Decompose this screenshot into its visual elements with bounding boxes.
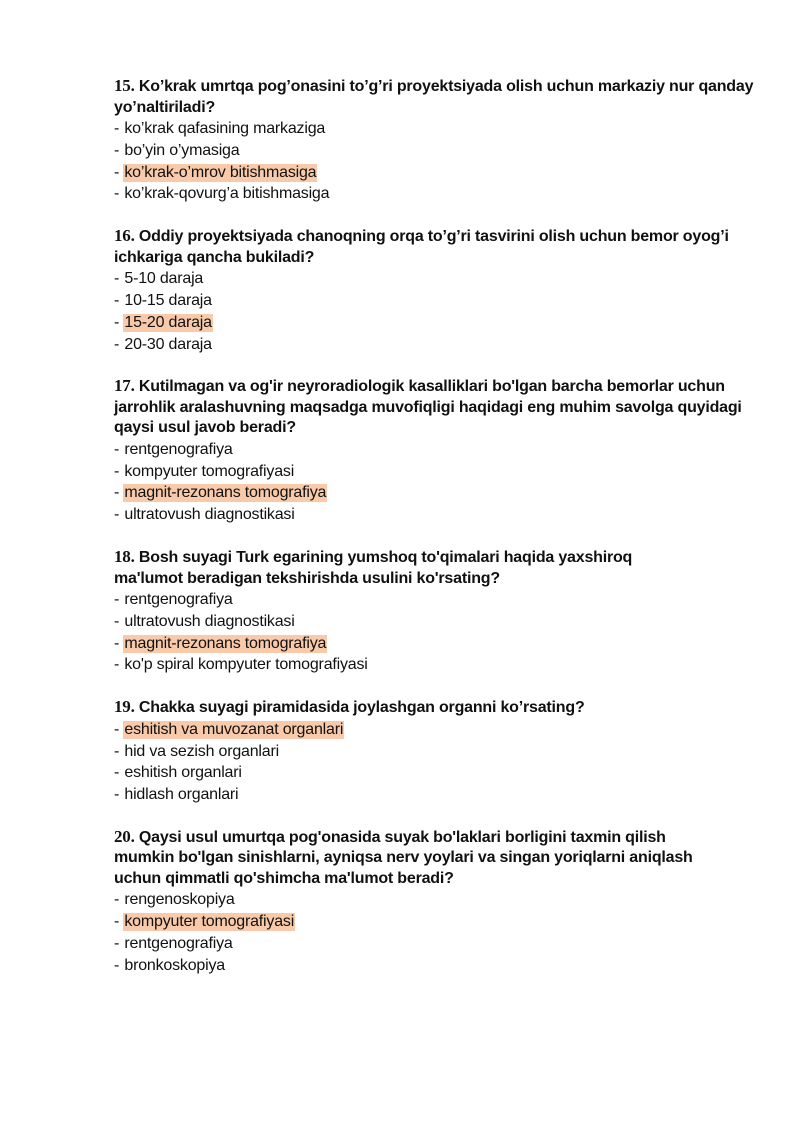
- answer-text: rentgenografiya: [124, 935, 233, 953]
- answer-text-highlighted: magnit-rezonans tomografiya: [124, 634, 327, 652]
- question-text: Bosh suyagi Turk egarining yumshoq to'qimalari haqida yaxshiroq ma'lumot beradigan tekshirishda usulini ko'rsating?: [114, 549, 633, 587]
- question-title: [114, 226, 754, 268]
- question-16: [114, 226, 754, 355]
- answer-option: - hidlash organlari: [114, 786, 239, 804]
- answer-text: ko'p spiral kompyuter tomografiyasi: [124, 656, 368, 674]
- question-number: 18.: [114, 547, 135, 567]
- answer-text: 5-10 daraja: [124, 270, 204, 288]
- answer-text: rengenoskopiya: [124, 891, 235, 909]
- answer-option: - 10-15 daraja: [114, 291, 212, 309]
- answer-text: eshitish organlari: [124, 764, 242, 782]
- question-title: [114, 697, 754, 719]
- question-text: Oddiy proyektsiyada chanoqning orqa to’g’ri tasvirini olish uchun bemor oyog’i ichkariga qancha bukiladi?: [114, 228, 729, 266]
- answer-option: - 5-10 daraja: [114, 270, 204, 288]
- answer-text: 10-15 daraja: [124, 291, 212, 309]
- question-17: [114, 376, 754, 526]
- answer-option: - hid va sezish organlari: [114, 742, 279, 760]
- question-title: [114, 547, 644, 589]
- answer-text: 20-30 daraja: [124, 335, 212, 353]
- answer-text-highlighted: magnit-rezonans tomografiya: [124, 484, 327, 502]
- answer-option: - ko’krak qafasining markaziga: [114, 120, 326, 137]
- answer-options: [114, 889, 754, 976]
- answer-option-correct: - magnit-rezonans tomografiya: [114, 634, 327, 652]
- answer-options: [114, 118, 754, 205]
- answer-option-correct: - magnit-rezonans tomografiya: [114, 484, 327, 502]
- question-title: [114, 376, 754, 439]
- answer-options: [114, 719, 754, 806]
- question-number: 19.: [114, 697, 135, 717]
- answer-text-highlighted: kompyuter tomografiyasi: [124, 913, 295, 931]
- answer-text-highlighted: 15-20 daraja: [124, 313, 212, 331]
- answer-option: - bo’yin o’ymasiga: [114, 141, 240, 159]
- question-15: [114, 76, 754, 205]
- answer-option: - bronkoskopiya: [114, 956, 225, 974]
- answer-option: - 20-30 daraja: [114, 335, 212, 353]
- question-title: [114, 827, 704, 890]
- question-text: Kutilmagan va og'ir neyroradiologik kasalliklari bo'lgan barcha bemorlar uchun jarrohlik aralashuvning maqsadga muvofiqligi haqidagi eng muhim savolga quyidagi qaysi usul javob beradi?: [114, 378, 742, 437]
- question-number: 17.: [114, 376, 135, 396]
- question-text: Chakka suyagi piramidasida joylashgan organni ko’rsating?: [134, 699, 585, 717]
- answer-text: ultratovush diagnostikasi: [124, 612, 295, 630]
- answer-option: - ko'p spiral kompyuter tomografiyasi: [114, 656, 368, 674]
- document-page: [114, 76, 754, 998]
- question-text: Ko’krak umrtqa pog’onasini to’g’ri proyektsiyada olish uchun markaziy nur qanday yo’naltiriladi?: [114, 78, 754, 116]
- answer-option-correct: - 15-20 daraja: [114, 313, 212, 331]
- answer-option: - rentgenografiya: [114, 440, 233, 458]
- answer-text-highlighted: ko’krak-o’mrov bitishmasiga: [124, 163, 317, 181]
- answer-text: kompyuter tomografiyasi: [124, 462, 295, 480]
- answer-option-correct: - kompyuter tomografiyasi: [114, 913, 295, 931]
- answer-option-correct: - ko’krak-o’mrov bitishmasiga: [114, 163, 317, 181]
- answer-text: rentgenografiya: [124, 591, 233, 609]
- question-18: [114, 547, 754, 676]
- answer-text: ultratovush diagnostikasi: [124, 506, 295, 524]
- answer-text-highlighted: eshitish va muvozanat organlari: [124, 720, 344, 738]
- answer-text: hid va sezish organlari: [124, 742, 279, 760]
- answer-options: [114, 589, 754, 676]
- answer-text: ko’krak-qovurg’a bitishmasiga: [124, 185, 330, 203]
- answer-option: - rentgenografiya: [114, 935, 233, 953]
- answer-option: - ultratovush diagnostikasi: [114, 506, 295, 524]
- question-20: [114, 827, 754, 977]
- answer-option: - ultratovush diagnostikasi: [114, 612, 295, 630]
- answer-options: [114, 268, 754, 355]
- question-text: Qaysi usul umurtqa pog'onasida suyak bo'laklari borligini taxmin qilish mumkin bo'lgan sinishlarni, ayniqsa nerv yoylari va singan yoriqlarni aniqlash uchun qimmatli qo'shimcha ma'lumot beradi?: [114, 828, 693, 887]
- answer-option-correct: - eshitish va muvozanat organlari: [114, 720, 344, 738]
- question-title: [114, 76, 754, 118]
- answer-option: - eshitish organlari: [114, 764, 242, 782]
- answer-option: - kompyuter tomografiyasi: [114, 462, 295, 480]
- question-number: 20.: [114, 826, 135, 846]
- answer-text: hidlash organlari: [124, 786, 239, 804]
- question-number: 16.: [114, 226, 135, 246]
- answer-option: - rentgenografiya: [114, 591, 233, 609]
- answer-text: ko’krak qafasining markaziga: [124, 120, 326, 137]
- answer-text: rentgenografiya: [124, 440, 233, 458]
- answer-option: - ko’krak-qovurg’a bitishmasiga: [114, 185, 330, 203]
- question-number: 15.: [114, 76, 135, 95]
- answer-text: bronkoskopiya: [124, 956, 225, 974]
- answer-option: - rengenoskopiya: [114, 891, 235, 909]
- question-19: [114, 697, 754, 806]
- answer-options: [114, 439, 754, 526]
- answer-text: bo’yin o’ymasiga: [124, 141, 240, 159]
